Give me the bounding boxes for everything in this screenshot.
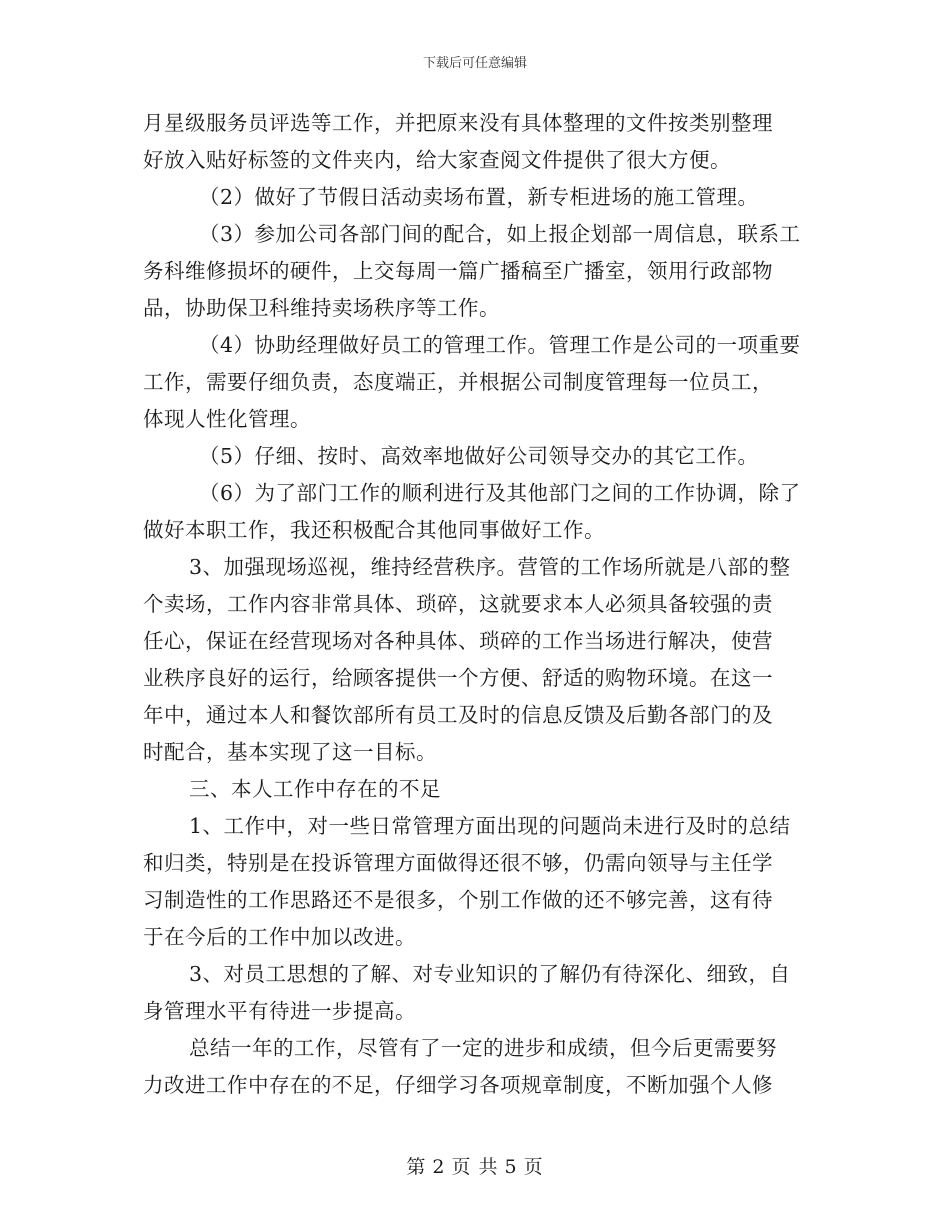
text-line: 身管理水平有待进一步提高。 [143,999,416,1023]
text-line: （5）仔细、按时、高效率地做好公司领导交办的其它工作。 [199,444,759,468]
text-line: （4）协助经理做好员工的管理工作。管理工作是公司的一项重要 [199,333,801,357]
text-line: 个卖场，工作内容非常具体、琐碎，这就要求本人必须具备较强的责 [143,592,773,616]
text-line: 品，协助保卫科维持卖场秩序等工作。 [143,296,500,320]
text-line: （6）为了部门工作的顺利进行及其他部门之间的工作协调，除了 [199,481,801,505]
text-line: 好放入贴好标签的文件夹内，给大家查阅文件提供了很大方便。 [143,148,731,172]
text-line: 工作，需要仔细负责，态度端正，并根据公司制度管理每一位员工， [143,370,773,394]
text-line: 于在今后的工作中加以改进。 [143,925,416,949]
page-header: 下载后可任意编辑 [422,56,527,71]
text-line: 做好本职工作，我还积极配合其他同事做好工作。 [143,518,605,542]
text-line: 3、对员工思想的了解、对专业知识的了解仍有待深化、细致，自 [189,962,791,986]
text-line: （2）做好了节假日活动卖场布置，新专柜进场的施工管理。 [199,185,759,209]
page-number: 2 [432,1156,446,1178]
text-line: 3、加强现场巡视，维持经营秩序。营管的工作场所就是八部的整 [189,555,791,579]
text-line: 务科维修损坏的硬件，上交每周一篇广播稿至广播室，领用行政部物 [143,259,773,283]
footer-mid: 页 共 [451,1156,499,1178]
text-line: 习制造性的工作思路还不是很多，个别工作做的还不够完善，这有待 [143,888,773,912]
text-line: 力改进工作中存在的不足，仔细学习各项规章制度，不断加强个人修 [143,1073,773,1097]
text-line: 月星级服务员评选等工作，并把原来没有具体整理的文件按类别整理 [143,111,773,135]
footer-suffix: 页 [523,1156,544,1178]
footer-prefix: 第 [406,1156,427,1178]
text-line: 年中，通过本人和餐饮部所有员工及时的信息反馈及后勤各部门的及 [143,703,773,727]
section-heading: 三、本人工作中存在的不足 [189,777,441,801]
text-line: （3）参加公司各部门间的配合，如上报企划部一周信息，联系工 [199,222,801,246]
text-line: 和归类，特别是在投诉管理方面做得还很不够，仍需向领导与主任学 [143,851,773,875]
document-body [143,105,808,1104]
text-line: 时配合，基本实现了这一目标。 [143,740,437,764]
text-line: 总结一年的工作，尽管有了一定的进步和成绩，但今后更需要努 [189,1036,777,1060]
text-line: 体现人性化管理。 [143,407,311,431]
text-line: 1、工作中，对一些日常管理方面出现的问题尚未进行及时的总结 [189,814,791,838]
page-footer [0,1152,950,1179]
total-pages: 5 [504,1156,518,1178]
text-line: 业秩序良好的运行，给顾客提供一个方便、舒适的购物环境。在这一 [143,666,773,690]
text-line: 任心，保证在经营现场对各种具体、琐碎的工作当场进行解决，使营 [143,629,773,653]
